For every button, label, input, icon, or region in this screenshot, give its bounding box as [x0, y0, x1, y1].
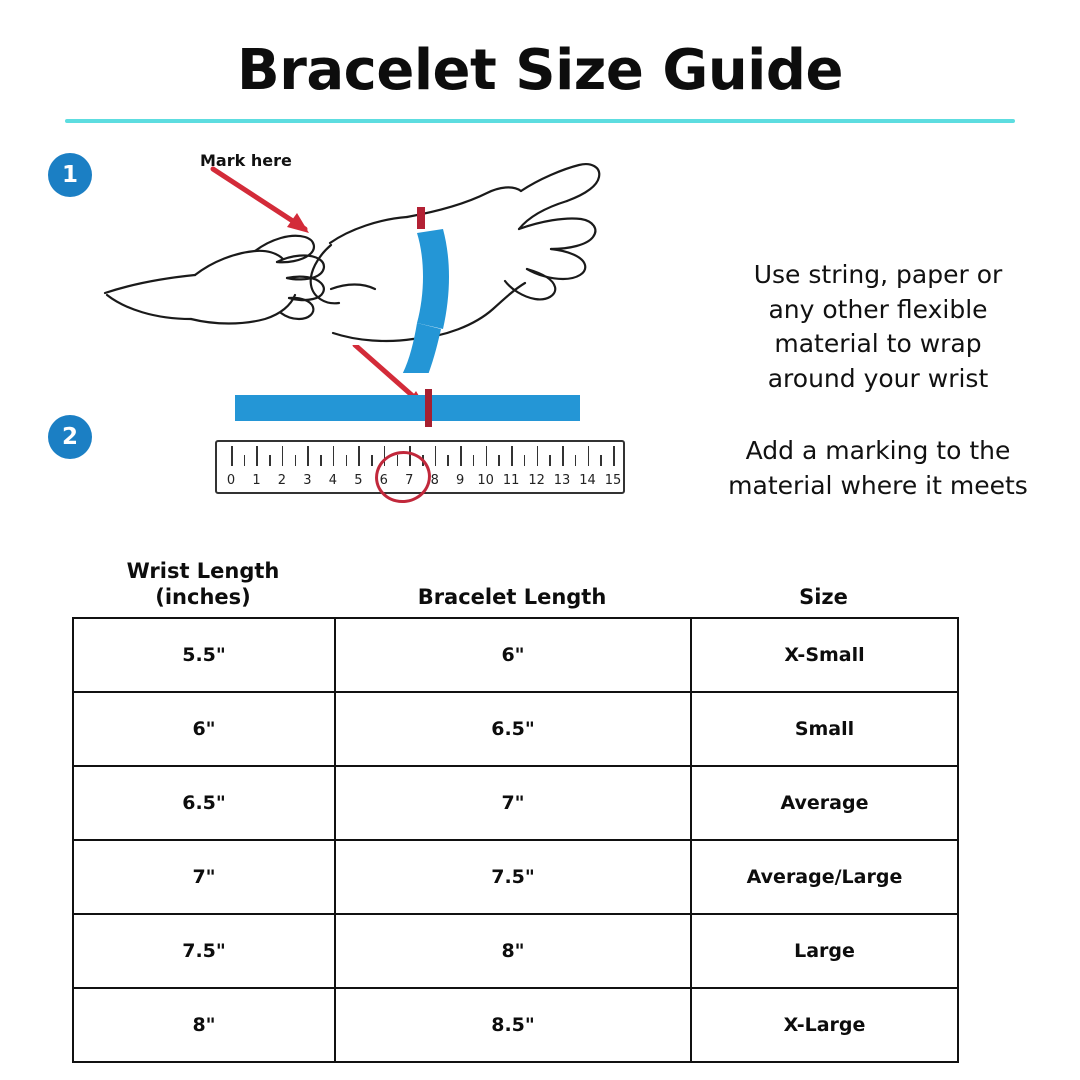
ruler-tick-major: [435, 446, 437, 466]
ruler-tick-minor: [524, 455, 526, 466]
ruler-tick-minor: [575, 455, 577, 466]
table-cell-wrist: 8": [73, 988, 335, 1062]
ruler-label: 2: [277, 473, 287, 488]
table-row: [73, 766, 958, 840]
header-size: Size: [799, 585, 848, 610]
table-cell-bracelet: 8": [335, 914, 691, 988]
table-cell-size: Average/Large: [691, 840, 958, 914]
hands-illustration-svg: [95, 133, 625, 373]
red-mark: [417, 207, 425, 229]
ruler-tick-minor: [549, 455, 551, 466]
blue-strip-flat: [235, 395, 580, 421]
table-cell-wrist: 7": [73, 840, 335, 914]
ruler-tick-minor: [244, 455, 246, 466]
ruler-tick-major: [256, 446, 258, 466]
header-wrist-length: [72, 558, 334, 611]
ruler-measuring-illustration: [180, 345, 650, 505]
ruler-label: 8: [430, 473, 439, 488]
table-row: [73, 914, 958, 988]
table-cell-size: X-Small: [691, 618, 958, 692]
ruler-tick-minor: [498, 455, 500, 466]
wrist-measuring-illustration: [95, 133, 625, 373]
instruction-paragraph-1: Use string, paper or any other flexible material to wrap around your wrist: [753, 260, 1003, 393]
ruler-tick-minor: [600, 455, 602, 466]
ruler-tick-major: [588, 446, 590, 466]
ruler-tick-major: [333, 446, 335, 466]
size-guide-page: [0, 38, 1080, 1080]
table-cell-size: Average: [691, 766, 958, 840]
table-cell-size: Small: [691, 692, 958, 766]
ruler-tick-major: [613, 446, 615, 466]
ruler-tick-major: [358, 446, 360, 466]
ruler-tick-major: [460, 446, 462, 466]
ruler-tick-major: [486, 446, 488, 466]
table-row: [73, 988, 958, 1062]
step-1-badge: 1: [48, 153, 92, 197]
ruler-label: 7: [405, 473, 414, 488]
steps-section: [0, 123, 1080, 508]
table-row: [73, 692, 958, 766]
header-bracelet-length: Bracelet Length: [417, 585, 607, 610]
ruler-label: 6: [379, 473, 388, 488]
ruler-tick-major: [282, 446, 284, 466]
ruler-label: 14: [579, 473, 596, 488]
table-cell-wrist: 6.5": [73, 766, 335, 840]
table-cell-bracelet: 8.5": [335, 988, 691, 1062]
table-cell-wrist: 5.5": [73, 618, 335, 692]
table-cell-wrist: 7.5": [73, 914, 335, 988]
table-cell-size: Large: [691, 914, 958, 988]
ruler-tick-major: [562, 446, 564, 466]
size-table: [72, 617, 959, 1063]
strip-red-mark: [425, 389, 432, 427]
instructions-column: [728, 258, 1028, 503]
ruler-tick-minor: [269, 455, 271, 466]
ruler-label: 9: [456, 473, 465, 488]
ruler-tick-minor: [320, 455, 322, 466]
ruler-tick-major: [307, 446, 309, 466]
red-arrow-1: [213, 169, 309, 233]
table-row: [73, 618, 958, 692]
ruler-label: 12: [528, 473, 545, 488]
step-2-badge: 2: [48, 415, 92, 459]
ruler-label: 10: [477, 473, 494, 488]
table-cell-wrist: 6": [73, 692, 335, 766]
ruler-tick-minor: [473, 455, 475, 466]
instruction-paragraph-2: Add a marking to the material where it meets: [728, 436, 1028, 500]
size-table-headers: [72, 558, 957, 617]
ruler-tick-minor: [346, 455, 348, 466]
ruler-label: 11: [502, 473, 520, 488]
ruler-label: 15: [604, 473, 622, 488]
ruler-label: 13: [553, 473, 571, 488]
ruler-label: 1: [252, 473, 261, 488]
mark-here-label: Mark here: [200, 151, 292, 170]
size-table-section: [72, 558, 957, 1063]
table-cell-size: X-Large: [691, 988, 958, 1062]
ruler-tick-minor: [295, 455, 297, 466]
ruler-tick-major: [537, 446, 539, 466]
ruler-tick-major: [511, 446, 513, 466]
table-cell-bracelet: 6": [335, 618, 691, 692]
ruler-label: 3: [303, 473, 312, 488]
table-cell-bracelet: 7.5": [335, 840, 691, 914]
ruler-label: 0: [226, 473, 236, 488]
page-title: Bracelet Size Guide: [237, 38, 843, 103]
ruler-label: 5: [354, 473, 363, 488]
ruler-tick-major: [231, 446, 233, 466]
table-cell-bracelet: 7": [335, 766, 691, 840]
table-row: [73, 840, 958, 914]
table-cell-bracelet: 6.5": [335, 692, 691, 766]
header-wrist-length-line1: Wrist Length: [126, 559, 280, 583]
header-wrist-length-line2: (inches): [155, 585, 251, 610]
ruler-tick-minor: [371, 455, 373, 466]
ruler-tick-minor: [447, 455, 449, 466]
ruler-label: 4: [328, 473, 337, 488]
